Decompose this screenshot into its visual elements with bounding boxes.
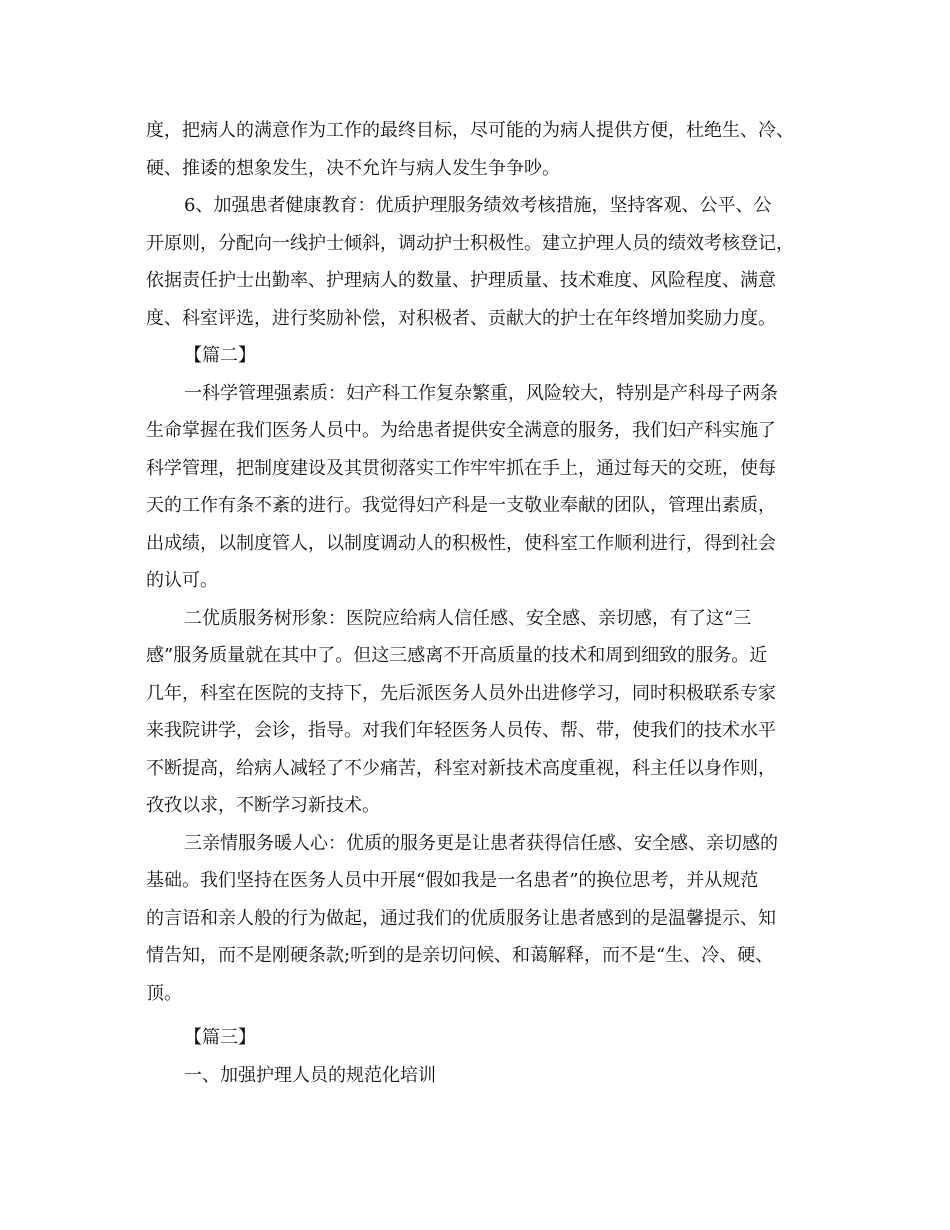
section-heading-part-three: 【篇三】 xyxy=(184,1027,256,1048)
text-line: 依据责任护士出勤率、护理病人的数量、护理质量、技术难度、风险程度、满意 xyxy=(146,270,776,291)
text-line: 出成绩，以制度管人，以制度调动人的积极性，使科室工作顺利进行，得到社会 xyxy=(146,532,776,554)
text-line: 科学管理，把制度建设及其贯彻落实工作牢牢抓在手上，通过每天的交班，使每 xyxy=(146,457,776,479)
paragraph-start-line: 二优质服务树形象：医院应给病人信任感、安全感、亲切感，有了这“三 xyxy=(184,607,752,629)
text-line: 顶。 xyxy=(146,982,182,1004)
text-line: 来我院讲学，会诊，指导。对我们年轻医务人员传、帮、带，使我们的技术水平 xyxy=(146,720,776,741)
paragraph-start-line: 三亲情服务暖人心：优质的服务更是让患者获得信任感、安全感、亲切感的 xyxy=(184,832,778,854)
text-line: 感”服务质量就在其中了。但这三感离不开高质量的技术和周到细致的服务。近 xyxy=(146,645,768,666)
text-line: 开原则，分配向一线护士倾斜，调动护士积极性。建立护理人员的绩效考核登记， xyxy=(146,232,794,254)
text-line: 天的工作有条不紊的进行。我觉得妇产科是一支敬业奉献的团队，管理出素质， xyxy=(146,495,776,516)
paragraph-start-line: 6、加强患者健康教育：优质护理服务绩效考核措施，坚持客观、公平、公 xyxy=(184,195,772,216)
text-line: 基础。我们坚持在医务人员中开展“假如我是一名患者”的换位思考，并从规范 xyxy=(146,870,759,891)
text-line: 度、科室评选，进行奖励补偿，对积极者、贡献大的护士在年终增加奖励力度。 xyxy=(146,307,776,329)
text-line: 情告知，而不是刚硬条款;听到的是亲切问候、和蔼解释，而不是“生、冷、硬、 xyxy=(146,945,774,966)
text-line: 硬、推诿的想象发生，决不允许与病人发生争争吵。 xyxy=(146,157,560,179)
text-line: 生命掌握在我们医务人员中。为给患者提供安全满意的服务，我们妇产科实施了 xyxy=(146,420,776,441)
subsection-heading: 一、加强护理人员的规范化培训 xyxy=(184,1064,436,1086)
text-line: 度，把病人的满意作为工作的最终目标，尽可能的为病人提供方便，杜绝生、冷、 xyxy=(146,120,794,141)
paragraph-start-line: 一科学管理强素质：妇产科工作复杂繁重，风险较大，特别是产科母子两条 xyxy=(184,382,778,404)
text-line: 的认可。 xyxy=(146,570,218,591)
text-line: 不断提高，给病人减轻了不少痛苦，科室对新技术高度重视，科主任以身作则， xyxy=(146,757,776,779)
text-line: 孜孜以求，不断学习新技术。 xyxy=(146,795,380,816)
document-body xyxy=(146,112,806,1094)
text-line: 几年，科室在医院的支持下，先后派医务人员外出进修学习，同时积极联系专家 xyxy=(146,682,776,704)
section-heading-part-two: 【篇二】 xyxy=(184,345,256,366)
text-line: 的言语和亲人般的行为做起，通过我们的优质服务让患者感到的是温馨提示、知 xyxy=(146,907,776,929)
